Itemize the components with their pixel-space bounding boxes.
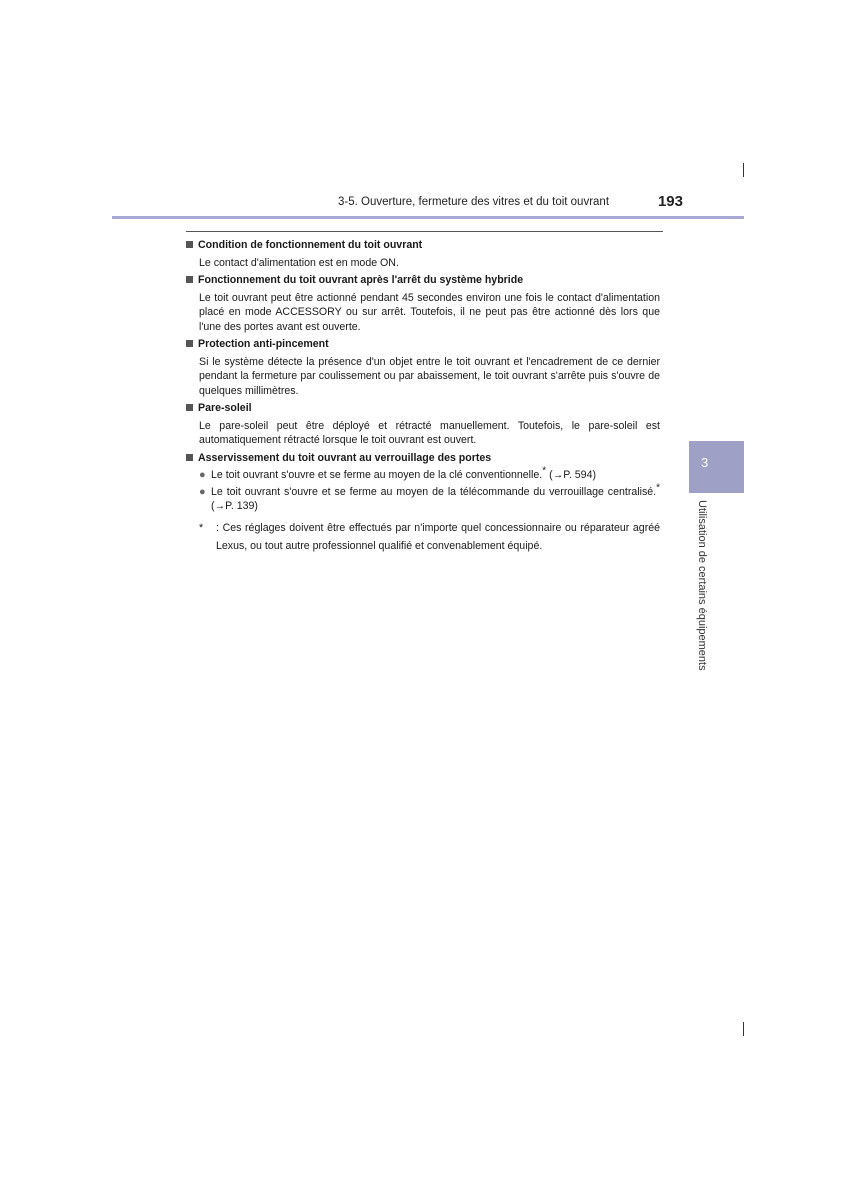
running-header bbox=[338, 193, 683, 213]
square-bullet-icon bbox=[186, 241, 193, 248]
footnote-mark: * bbox=[542, 465, 547, 477]
main-content bbox=[186, 238, 660, 555]
chapter-side-label: Utilisation de certains équipements bbox=[696, 500, 708, 671]
section-body: Le toit ouvrant peut être actionné pendant 45 secondes environ une fois le contact d'alimentation placé en mode ACCESSORY ou sur arrêt. Toutefois, il ne peut pas être actionné dès lors que l'une des portes avant est ouverte. bbox=[199, 291, 660, 333]
footnote-mark: * bbox=[656, 481, 660, 493]
chapter-tab bbox=[689, 441, 744, 493]
square-bullet-icon bbox=[186, 276, 193, 283]
round-bullet-icon: ● bbox=[199, 485, 206, 498]
section-title: Fonctionnement du toit ouvrant après l'arrêt du système hybride bbox=[198, 274, 524, 286]
section-title: Pare-soleil bbox=[198, 402, 252, 414]
crop-mark-top bbox=[743, 163, 744, 177]
section-title: Condition de fonctionnement du toit ouvrant bbox=[198, 239, 423, 251]
section-door-lock-link bbox=[186, 451, 660, 514]
content-top-rule bbox=[186, 231, 663, 232]
footnote-mark: * bbox=[199, 521, 204, 534]
header-title: 3-5. Ouverture, fermeture des vitres et du toit ouvrant bbox=[338, 196, 610, 208]
list-item: ● Le toit ouvrant s'ouvre et se ferme au moyen de la télécommande du verrouillage centralisé.* (→P. 139) bbox=[199, 481, 660, 512]
list-item: ● Le toit ouvrant s'ouvre et se ferme au moyen de la clé conventionnelle.* (→P. 594) bbox=[199, 465, 596, 481]
section-title: Protection anti-pincement bbox=[198, 338, 329, 350]
square-bullet-icon bbox=[186, 340, 193, 347]
crop-mark-bottom bbox=[743, 1022, 744, 1036]
header-rule bbox=[112, 216, 744, 219]
square-bullet-icon bbox=[186, 404, 193, 411]
section-body: Si le système détecte la présence d'un objet entre le toit ouvrant et l'encadrement de ce dernier pendant la fermeture par coulissement ou par abaissement, le toit ouvrant s'arrête puis s'ouvre de quelques millimètres. bbox=[199, 355, 660, 397]
page-reference-link[interactable]: (→P. 594) bbox=[549, 469, 596, 481]
footnote-text: : Ces réglages doivent être effectués par n'importe quel concessionnaire ou réparateur agréé Lexus, ou tout autre professionnel qualifié et convenablement équipé. bbox=[216, 521, 660, 552]
section-after-hybrid-stop bbox=[186, 273, 660, 334]
section-body: Le pare-soleil peut être déployé et rétracté manuellement. Toutefois, le pare-soleil est automatiquement rétracté lorsque le toit ouvrant est ouvert. bbox=[199, 419, 660, 446]
chapter-number: 3 bbox=[701, 455, 709, 470]
footnote bbox=[199, 519, 660, 555]
section-sunshade bbox=[186, 401, 660, 448]
section-operating-condition bbox=[186, 238, 660, 270]
page-reference-link[interactable]: (→P. 139) bbox=[211, 500, 258, 512]
round-bullet-icon: ● bbox=[199, 469, 206, 481]
page-number: 193 bbox=[657, 193, 683, 210]
section-title: Asservissement du toit ouvrant au verrouillage des portes bbox=[198, 451, 492, 464]
square-bullet-icon bbox=[186, 454, 193, 461]
section-body: Le contact d'alimentation est en mode ON. bbox=[199, 256, 399, 269]
section-anti-pinch bbox=[186, 337, 660, 398]
